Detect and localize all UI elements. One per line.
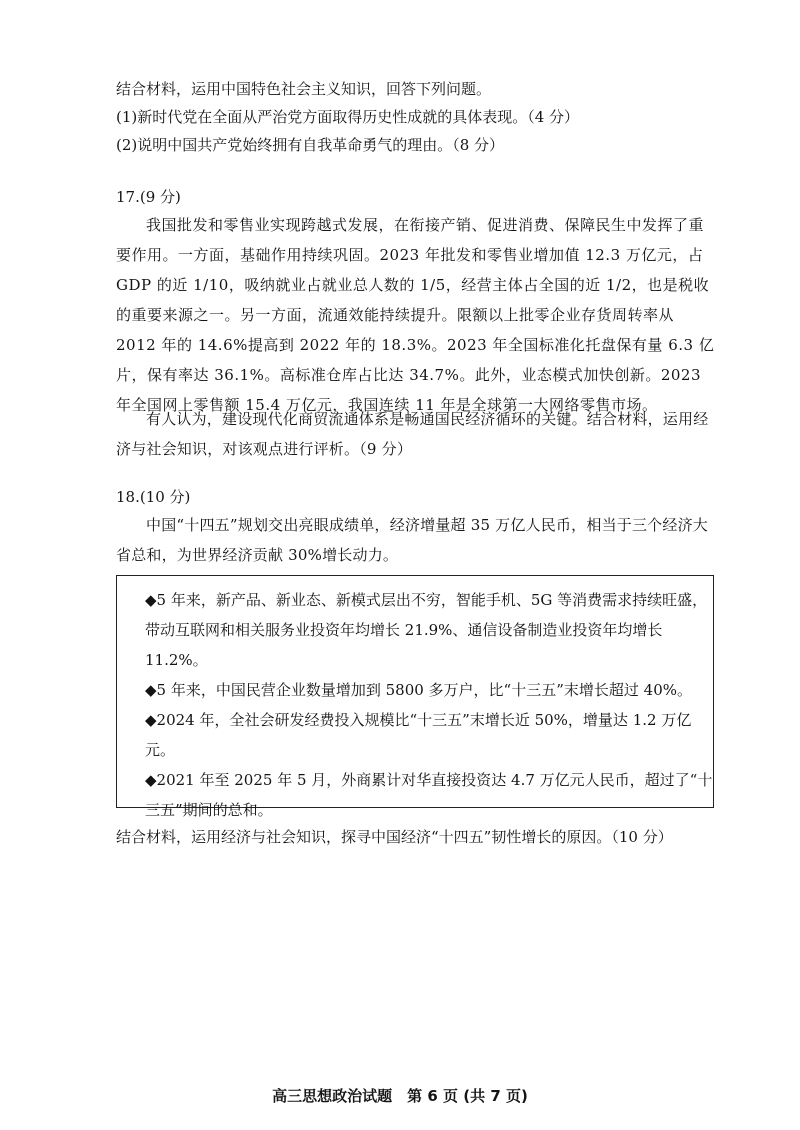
q18-header: 18.(10 分) [116, 488, 191, 506]
q18-material: 中国“十四五”规划交出亮眼成绩单，经济增量超 35 万亿人民币，相当于三个经济大省总和，为世界经济贡献 30%增长动力。 [116, 516, 708, 564]
q17-question: 有人认为，建设现代化商贸流通体系是畅通国民经济循环的关键。结合材料，运用经济与社会知识，对该观点进行评析。（9 分） [116, 410, 709, 458]
q18-bullet-4: ◆2021 年至 2025 年 5 月，外商累计对华直接投资达 4.7 万亿元人民币，超过了“十三五”期间的总和。 [145, 771, 713, 819]
q18-material-box [116, 575, 714, 819]
q18-bullet-2: ◆5 年来，中国民营企业数量增加到 5800 多万户，比“十三五”末增长超过 40%。 [145, 681, 693, 699]
q16-subquestion-2: (2)说明中国共产党始终拥有自我革命勇气的理由。（8 分） [116, 136, 505, 154]
q17-header: 17.(9 分) [116, 188, 181, 206]
q16-subquestion-1: (1)新时代党在全面从严治党方面取得历史性成就的具体表现。（4 分） [116, 108, 580, 126]
q16-intro: 结合材料，运用中国特色社会主义知识，回答下列问题。 [116, 80, 492, 98]
q18-bullet-1: ◆5 年来，新产品、新业态、新模式层出不穷，智能手机、5G 等消费需求持续旺盛，带动互联网和相关服务业投资年均增长 21.9%、通信设备制造业投资年均增长 11.2%。 [145, 591, 708, 669]
q18-bullet-3: ◆2024 年，全社会研发经费投入规模比“十三五”末增长近 50%，增量达 1.2 万亿元。 [145, 711, 692, 759]
q17-material: 我国批发和零售业实现跨越式发展，在衔接产销、促进消费、保障民生中发挥了重要作用。一方面，基础作用持续巩固。2023 年批发和零售业增加值 12.3 万亿元，占 GDP 的近 1/10，吸纳就业占就业总人数的 1/5，经营主体占全国的近 1/2，也是税收的重要来源之一。另一方面，流通效能持续提升。限额以上批零企业存货周转率从 2012 年的 14.6%提高到 2022 年的 18.3%。2023 年全国标准化托盘保有量 6.3 亿片，保有率达 36.1%。高标准仓库占比达 34.7%。此外，业态模式加快创新。2023 年全国网上零售额 15.4 万亿元，我国连续 11 年是全球第一大网络零售市场。 [116, 216, 715, 414]
page-footer: 高三思想政治试题 第 6 页 (共 7 页) [272, 1087, 528, 1105]
q18-question: 结合材料，运用经济与社会知识，探寻中国经济“十四五”韧性增长的原因。（10 分） [116, 828, 673, 846]
